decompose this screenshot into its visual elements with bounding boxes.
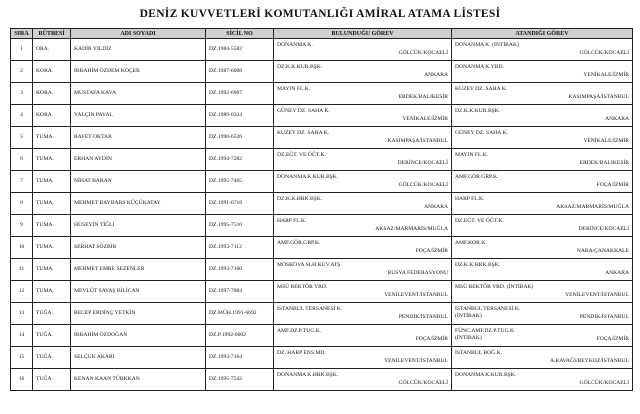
- cell-bulundugu-gorev: [274, 149, 452, 171]
- cell-atandigi-gorev-note: (İNTİBAK): [455, 313, 482, 319]
- cell-atandigi-gorev-location: KASIMPAŞA/İSTANBUL: [568, 94, 629, 100]
- cell-rutbe: TUĞA.: [33, 325, 71, 347]
- cell-adi-soyadi: ERHAN AYDIN: [71, 149, 206, 171]
- cell-atandigi-gorev-unit: İSTANBUL BOĞ.K.: [455, 350, 503, 356]
- cell-rutbe: KORA.: [33, 61, 71, 83]
- cell-atandigi-gorev-unit: MSÜ REKTÖR YRD. (İNTİBAK): [455, 284, 534, 290]
- cell-bulundugu-gorev-unit: DONANMA K.KUR.BŞK.: [277, 174, 339, 180]
- cell-atandigi-gorev: [452, 325, 633, 347]
- cell-atandigi-gorev-unit: DZ.EĞT. VE ÖĞT.K.: [455, 218, 504, 224]
- table-row: [11, 259, 633, 281]
- cell-sicil-no: DZ.1984-5582: [206, 39, 274, 61]
- header-rutbe: RÜTBESİ: [33, 29, 71, 39]
- cell-sira: 12: [11, 281, 33, 303]
- table-row: [11, 83, 633, 105]
- cell-bulundugu-gorev-location: ANKARA: [424, 72, 448, 78]
- cell-bulundugu-gorev-location: YENİKALE/İZMİR: [402, 116, 448, 122]
- cell-atandigi-gorev: [452, 303, 633, 325]
- cell-sira: 10: [11, 237, 33, 259]
- cell-bulundugu-gorev-location: GÖLCÜK/KOCAELİ: [398, 50, 448, 56]
- cell-bulundugu-gorev: [274, 347, 452, 369]
- cell-adi-soyadi: MEVLÜT SAVAŞ BİLİCAN: [71, 281, 206, 303]
- cell-sira: 6: [11, 149, 33, 171]
- cell-rutbe: TUMA.: [33, 193, 71, 215]
- cell-sicil-no: DZ.1993-7160: [206, 259, 274, 281]
- cell-sira: 5: [11, 127, 33, 149]
- cell-bulundugu-gorev-unit: MSÜ REKTÖR YRD.: [277, 284, 328, 290]
- cell-bulundugu-gorev-location: YENİLEVENT/İSTANBUL: [384, 292, 448, 298]
- cell-bulundugu-gorev-unit: DZ.EĞT. VE ÖĞT.K.: [277, 152, 326, 158]
- cell-sicil-no: DZ.MÜH.1991-6692: [206, 303, 274, 325]
- cell-atandigi-gorev-location: YENİLEVENT/İSTANBUL: [565, 292, 629, 298]
- cell-bulundugu-gorev: [274, 105, 452, 127]
- page-title: DENİZ KUVVETLERİ KOMUTANLIĞI AMİRAL ATAMA LİSTESİ: [139, 8, 501, 20]
- table-row: [11, 105, 633, 127]
- cell-bulundugu-gorev-unit: DZ. HARP ENS.MD.: [277, 350, 326, 356]
- cell-atandigi-gorev-unit: DONANMA K.YRD.: [455, 64, 504, 70]
- cell-atandigi-gorev-location: GÖLCÜK/KOCAELİ: [579, 380, 629, 386]
- cell-atandigi-gorev-unit: DZ.K.K.KUR.BŞK.: [455, 108, 501, 114]
- cell-rutbe: KORA.: [33, 105, 71, 127]
- cell-bulundugu-gorev: [274, 83, 452, 105]
- cell-atandigi-gorev-location: A.KAVAĞI/BEYKOZ/İSTANBUL: [549, 358, 629, 364]
- cell-adi-soyadi: İBRAHİM ÖZDOĞAN: [71, 325, 206, 347]
- cell-sira: 14: [11, 325, 33, 347]
- cell-rutbe: TUMA.: [33, 215, 71, 237]
- header-sira: SIRA: [11, 29, 33, 39]
- cell-adi-soyadi: İBRAHİM ÖZDEM KOÇER: [71, 61, 206, 83]
- cell-sira: 3: [11, 83, 33, 105]
- cell-atandigi-gorev: [452, 61, 633, 83]
- cell-bulundugu-gorev-location: KASIMPAŞA/İSTANBUL: [387, 138, 448, 144]
- cell-sicil-no: DZ.P.1992-0002: [206, 325, 274, 347]
- cell-adi-soyadi: YALÇIN PAYAL: [71, 105, 206, 127]
- header-sicil-no: SİCİL NO: [206, 29, 274, 39]
- table-row: [11, 193, 633, 215]
- cell-atandigi-gorev-location: ANKARA: [605, 116, 629, 122]
- cell-atandigi-gorev-location: AKSAZ/MARMARİS/MUĞLA: [556, 204, 629, 210]
- cell-sira: 8: [11, 193, 33, 215]
- cell-sira: 1: [11, 39, 33, 61]
- cell-atandigi-gorev-unit: AMF.GÖR.GRP.K.: [455, 174, 499, 180]
- cell-atandigi-gorev-location: ANKARA: [605, 270, 629, 276]
- cell-bulundugu-gorev-location: RUSYA FEDERASYONU: [387, 270, 448, 276]
- cell-atandigi-gorev: [452, 259, 633, 281]
- cell-bulundugu-gorev-location: AKSAZ/MARMARİS/MUĞLA: [375, 226, 448, 232]
- cell-atandigi-gorev-location: DERİNCE/KOCAELİ: [578, 226, 629, 232]
- cell-atandigi-gorev: [452, 237, 633, 259]
- cell-atandigi-gorev: [452, 347, 633, 369]
- cell-bulundugu-gorev-location: GÖLCÜK/KOCAELİ: [398, 380, 448, 386]
- cell-atandigi-gorev-location: ERDEK/BALIKESİR: [579, 160, 629, 166]
- cell-sicil-no: DZ.1997-7884: [206, 281, 274, 303]
- cell-bulundugu-gorev-location: ERDEK/BALIKESİR: [398, 94, 448, 100]
- cell-atandigi-gorev: [452, 39, 633, 61]
- cell-sira: 15: [11, 347, 33, 369]
- cell-sicil-no: DZ.1987-6008: [206, 61, 274, 83]
- cell-bulundugu-gorev-unit: DZ.K.K.HRK.BŞK.: [277, 196, 323, 202]
- cell-bulundugu-gorev-location: FOÇA/İZMİR: [415, 336, 448, 342]
- appointment-table: [10, 28, 633, 391]
- cell-sira: 7: [11, 171, 33, 193]
- cell-atandigi-gorev: [452, 83, 633, 105]
- cell-rutbe: TUMA.: [33, 237, 71, 259]
- cell-sicil-no: DZ.1989-6324: [206, 105, 274, 127]
- cell-atandigi-gorev-unit: GÜNEY DZ. SAHA K.: [455, 130, 508, 136]
- cell-bulundugu-gorev-unit: DONANMA K.HRK.BŞK.: [277, 372, 339, 378]
- cell-sicil-no: DZ.1993-7164: [206, 347, 274, 369]
- cell-sicil-no: DZ.1991-6718: [206, 193, 274, 215]
- cell-adi-soyadi: HÜSEYİN TİĞLİ: [71, 215, 206, 237]
- cell-sira: 4: [11, 105, 33, 127]
- cell-bulundugu-gorev: [274, 325, 452, 347]
- cell-bulundugu-gorev-unit: İSTANBUL TERSANESİ K.: [277, 306, 343, 312]
- cell-bulundugu-gorev: [274, 259, 452, 281]
- cell-sicil-no: DZ.1995-7542: [206, 369, 274, 391]
- cell-adi-soyadi: RAFET OKTAR: [71, 127, 206, 149]
- cell-atandigi-gorev-location: NARA/ÇANAKKALE: [576, 248, 629, 254]
- cell-bulundugu-gorev-unit: GÜNEY DZ. SAHA K.: [277, 108, 330, 114]
- cell-bulundugu-gorev: [274, 193, 452, 215]
- cell-atandigi-gorev-unit: KUZEY DZ. SAHA K.: [455, 86, 508, 92]
- cell-adi-soyadi: MEHMET EMRE SEZENLER: [71, 259, 206, 281]
- cell-bulundugu-gorev-location: GÖLCÜK/KOCAELİ: [398, 182, 448, 188]
- cell-sira: 9: [11, 215, 33, 237]
- table-row: [11, 149, 633, 171]
- cell-atandigi-gorev: [452, 193, 633, 215]
- cell-adi-soyadi: RECEP ERDİNÇ YETKİN: [71, 303, 206, 325]
- cell-rutbe: ORA.: [33, 39, 71, 61]
- cell-rutbe: TUMA.: [33, 127, 71, 149]
- header-atandigi-gorev: ATANDIĞI GÖREV: [452, 29, 633, 39]
- cell-bulundugu-gorev-unit: MOSKOVA SLH.KUV.ATŞ.: [277, 262, 342, 268]
- cell-atandigi-gorev-unit: DONANMA K.KUR.BŞK.: [455, 372, 517, 378]
- cell-rutbe: TUMA.: [33, 259, 71, 281]
- cell-atandigi-gorev-location: FOÇA/İZMİR: [596, 182, 629, 188]
- cell-atandigi-gorev-location: YENİKALE/İZMİR: [583, 72, 629, 78]
- cell-adi-soyadi: MEHMET BAYBARS KÜÇÜKATAY: [71, 193, 206, 215]
- cell-sicil-no: DZ.1995-7510: [206, 215, 274, 237]
- table-row: [11, 61, 633, 83]
- cell-sicil-no: DZ.1995-7465: [206, 171, 274, 193]
- cell-atandigi-gorev-location: FOÇA/İZMİR: [596, 336, 629, 342]
- cell-bulundugu-gorev-location: YENİLEVENT/İSTANBUL: [384, 358, 448, 364]
- cell-atandigi-gorev-unit: AMF.KOR.K.: [455, 240, 487, 246]
- cell-bulundugu-gorev: [274, 127, 452, 149]
- table-row: [11, 215, 633, 237]
- cell-atandigi-gorev-unit: DZ.K.K.HRK.BŞK.: [455, 262, 501, 268]
- cell-sicil-no: DZ.1994-7282: [206, 149, 274, 171]
- table-row: [11, 127, 633, 149]
- cell-bulundugu-gorev-unit: HARP FL.K.: [277, 218, 307, 224]
- cell-rutbe: TUĞA.: [33, 303, 71, 325]
- cell-rutbe: KORA.: [33, 83, 71, 105]
- cell-atandigi-gorev-note: (İNTİBAK): [455, 335, 482, 341]
- table-row: [11, 237, 633, 259]
- cell-bulundugu-gorev-location: FOÇA/İZMİR: [415, 248, 448, 254]
- cell-sicil-no: DZ.1992-6907: [206, 83, 274, 105]
- cell-atandigi-gorev-location: GÖLCÜK/KOCAELİ: [579, 50, 629, 56]
- cell-rutbe: TUĞA.: [33, 347, 71, 369]
- cell-sira: 16: [11, 369, 33, 391]
- cell-rutbe: TUMA.: [33, 171, 71, 193]
- cell-sicil-no: DZ.1990-6526: [206, 127, 274, 149]
- cell-atandigi-gorev: [452, 215, 633, 237]
- cell-bulundugu-gorev-unit: DONANMA K.: [277, 42, 313, 48]
- cell-bulundugu-gorev-unit: AMF.GÖR.GRP.K.: [277, 240, 321, 246]
- cell-atandigi-gorev-unit: MAYIN FL.K.: [455, 152, 489, 158]
- cell-bulundugu-gorev-unit: MAYIN FL.K.: [277, 86, 311, 92]
- table-row: [11, 39, 633, 61]
- table-row: [11, 303, 633, 325]
- cell-bulundugu-gorev-location: ANKARA: [424, 204, 448, 210]
- cell-atandigi-gorev-unit: İSTANBUL TERSANESİ K.: [455, 306, 521, 312]
- cell-sicil-no: DZ.1993-7112: [206, 237, 274, 259]
- table-header-row: [11, 29, 633, 39]
- cell-rutbe: TUMA.: [33, 281, 71, 303]
- cell-adi-soyadi: SELÇUK AKARI: [71, 347, 206, 369]
- cell-bulundugu-gorev-unit: KUZEY DZ. SAHA K.: [277, 130, 330, 136]
- cell-atandigi-gorev: [452, 171, 633, 193]
- cell-atandigi-gorev: [452, 281, 633, 303]
- cell-atandigi-gorev: [452, 149, 633, 171]
- cell-bulundugu-gorev: [274, 369, 452, 391]
- cell-atandigi-gorev: [452, 105, 633, 127]
- cell-bulundugu-gorev: [274, 171, 452, 193]
- cell-adi-soyadi: KADİR YILDIZ: [71, 39, 206, 61]
- cell-bulundugu-gorev: [274, 215, 452, 237]
- cell-atandigi-gorev: [452, 127, 633, 149]
- cell-atandigi-gorev-unit: HARP FL.K.: [455, 196, 485, 202]
- cell-bulundugu-gorev-unit: AMF.DZ.P.TUG.K.: [277, 328, 322, 334]
- cell-rutbe: TUĞA.: [33, 369, 71, 391]
- cell-bulundugu-gorev-location: DERİNCE/KOCAELİ: [397, 160, 448, 166]
- cell-atandigi-gorev-unit: FÜNC.AMF.DZ.P.TUG.K.: [455, 328, 516, 334]
- cell-bulundugu-gorev: [274, 39, 452, 61]
- cell-adi-soyadi: MUSTAFA KAYA: [71, 83, 206, 105]
- cell-sira: 13: [11, 303, 33, 325]
- header-adi-soyadi: ADI SOYADI: [71, 29, 206, 39]
- cell-atandigi-gorev: [452, 369, 633, 391]
- table-body: [11, 39, 633, 391]
- cell-atandigi-gorev-unit: DONANMA K. (İNTİBAK): [455, 42, 519, 48]
- cell-bulundugu-gorev: [274, 61, 452, 83]
- table-row: [11, 171, 633, 193]
- cell-bulundugu-gorev-unit: DZ.K.K.KUR.BŞK.: [277, 64, 323, 70]
- cell-atandigi-gorev-location: PENDİK/İSTANBUL: [579, 314, 629, 320]
- cell-atandigi-gorev-location: YENİKALE/İZMİR: [583, 138, 629, 144]
- table-row: [11, 347, 633, 369]
- cell-bulundugu-gorev-location: PENDİK/İSTANBUL: [398, 314, 448, 320]
- cell-bulundugu-gorev: [274, 281, 452, 303]
- table-row: [11, 281, 633, 303]
- cell-adi-soyadi: KENAN KAAN TÜRKKAN: [71, 369, 206, 391]
- cell-bulundugu-gorev: [274, 303, 452, 325]
- cell-adi-soyadi: SERHAT SÖZBİR: [71, 237, 206, 259]
- cell-sira: 11: [11, 259, 33, 281]
- cell-adi-soyadi: NİHAT BABAN: [71, 171, 206, 193]
- header-bulundugu-gorev: BULUNDUĞU GÖREV: [274, 29, 452, 39]
- cell-sira: 2: [11, 61, 33, 83]
- cell-bulundugu-gorev: [274, 237, 452, 259]
- cell-rutbe: TUMA.: [33, 149, 71, 171]
- table-row: [11, 369, 633, 391]
- table-row: [11, 325, 633, 347]
